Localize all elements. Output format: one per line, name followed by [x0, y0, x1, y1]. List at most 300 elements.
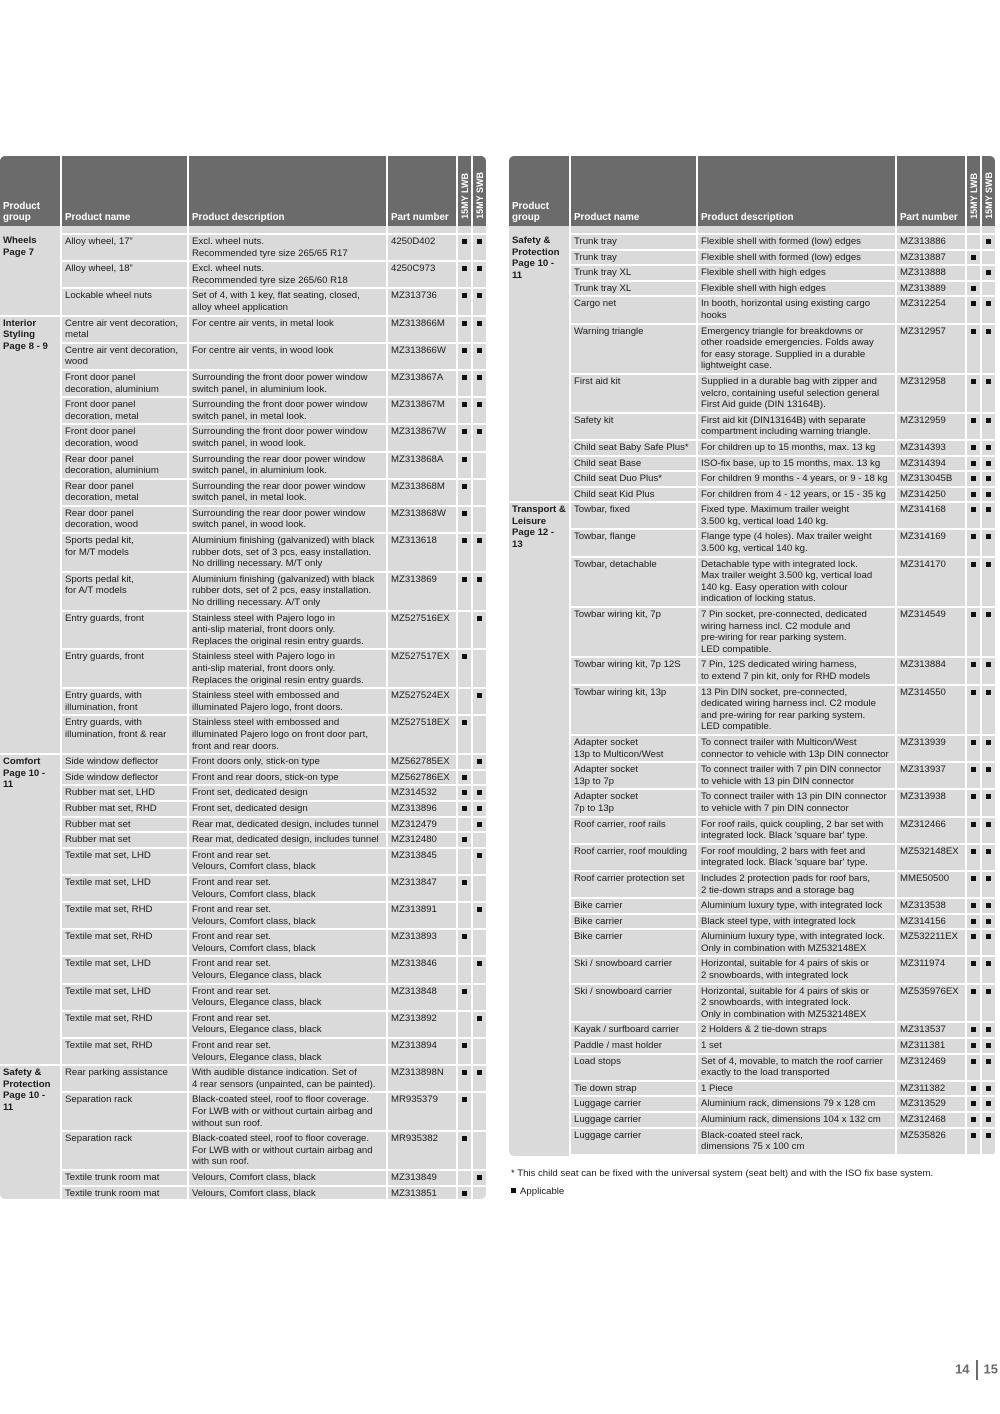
swb-applicable-cell [981, 762, 995, 789]
applicable-square-icon [971, 1117, 976, 1122]
product-name-cell: Entry guards, with illumination, front & rear [61, 715, 188, 754]
part-number-cell: MZ312479 [387, 817, 457, 833]
product-name-cell: Bike carrier [570, 914, 697, 930]
swb-applicable-cell [981, 456, 995, 472]
swb-applicable-cell [981, 956, 995, 983]
swb-applicable-cell [472, 452, 486, 479]
product-name-cell: Rear door panel decoration, metal [61, 479, 188, 506]
table-row [0, 611, 486, 650]
product-group-cell: Safety & Protection Page 10 - 11 [509, 234, 570, 502]
applicable-square-icon [971, 1133, 976, 1138]
applicable-square-icon [971, 1027, 976, 1032]
part-number-cell: MZ527517EX [387, 649, 457, 688]
applicable-square-icon [477, 693, 482, 698]
product-description-cell: Flange type (4 holes). Max trailer weight 3.500 kg, vertical 140 kg. [697, 529, 896, 556]
swb-applicable-cell [981, 1054, 995, 1081]
applicable-square-icon [462, 1191, 467, 1196]
lwb-applicable-cell [966, 250, 981, 266]
table-row [509, 296, 995, 323]
part-number-cell: MZ313896 [387, 801, 457, 817]
swb-applicable-cell [981, 1128, 995, 1155]
lwb-applicable-cell [457, 956, 472, 983]
swb-applicable-cell [981, 471, 995, 487]
applicable-square-icon [986, 379, 991, 384]
header-15my-swb: 15MY SWB [981, 156, 995, 226]
spacer-cell [61, 226, 188, 234]
applicable-square-icon [986, 329, 991, 334]
swb-applicable-cell [981, 529, 995, 556]
lwb-applicable-cell [966, 1128, 981, 1155]
applicable-square-icon [986, 662, 991, 667]
applicable-square-icon [986, 612, 991, 617]
table-row [509, 440, 995, 456]
lwb-applicable-cell [966, 502, 981, 529]
lwb-applicable-cell [457, 984, 472, 1011]
applicable-square-icon [971, 919, 976, 924]
applicable-square-icon [986, 507, 991, 512]
part-number-cell: MZ313045B [896, 471, 966, 487]
swb-applicable-cell [472, 956, 486, 983]
table-row [0, 572, 486, 611]
lwb-applicable-cell [457, 452, 472, 479]
swb-applicable-cell [981, 871, 995, 898]
applicable-square-icon [971, 492, 976, 497]
swb-applicable-cell [472, 343, 486, 370]
swb-applicable-cell [981, 1022, 995, 1038]
product-name-cell: Ski / snowboard carrier [570, 956, 697, 983]
swb-applicable-cell [472, 715, 486, 754]
product-name-cell: Ski / snowboard carrier [570, 984, 697, 1023]
part-number-cell: MZ313892 [387, 1011, 457, 1038]
applicable-square-icon [971, 461, 976, 466]
table-row [509, 735, 995, 762]
part-number-cell: MZ314532 [387, 785, 457, 801]
lwb-applicable-cell [966, 984, 981, 1023]
product-description-cell: Velours, Comfort class, black [188, 1170, 387, 1186]
part-number-cell: 4250C973 [387, 261, 457, 288]
lwb-applicable-cell [966, 1081, 981, 1097]
product-description-cell: Surrounding the front door power window switch panel, in wood look. [188, 424, 387, 451]
part-number-cell: MZ313849 [387, 1170, 457, 1186]
lwb-applicable-cell [966, 374, 981, 413]
lwb-applicable-cell [966, 324, 981, 374]
product-name-cell: Rear door panel decoration, wood [61, 506, 188, 533]
swb-applicable-cell [981, 234, 995, 250]
applicable-square-icon [971, 822, 976, 827]
applicable-square-icon [986, 534, 991, 539]
applicable-square-icon [477, 293, 482, 298]
part-number-cell: MZ312959 [896, 413, 966, 440]
applicable-square-icon [462, 293, 467, 298]
applicable-square-icon [971, 1101, 976, 1106]
table-row [0, 902, 486, 929]
swb-applicable-cell [981, 685, 995, 735]
product-description-cell: To connect trailer with Multicon/West connector to vehicle with 13p DIN connector [697, 735, 896, 762]
swb-applicable-cell [472, 929, 486, 956]
product-description-cell: Flexible shell with high edges [697, 281, 896, 297]
product-description-cell: Aluminium luxury type, with integrated lock. Only in combination with MZ532148EX [697, 929, 896, 956]
applicable-square-icon [462, 790, 467, 795]
part-number-cell: MR935379 [387, 1092, 457, 1131]
legend-label: Applicable [520, 1186, 565, 1197]
part-number-cell: MZ312254 [896, 296, 966, 323]
applicable-square-icon [986, 919, 991, 924]
swb-applicable-cell [981, 296, 995, 323]
swb-applicable-cell [472, 902, 486, 929]
part-number-cell: MZ313618 [387, 533, 457, 572]
table-row [0, 875, 486, 902]
swb-applicable-cell [472, 875, 486, 902]
swb-applicable-cell [472, 1065, 486, 1092]
product-description-cell: With audible distance indication. Set of 4 rear sensors (unpainted, can be painted). [188, 1065, 387, 1092]
table-row [509, 250, 995, 266]
product-name-cell: Entry guards, front [61, 649, 188, 688]
applicable-square-icon [986, 1101, 991, 1106]
table-row [0, 1038, 486, 1065]
lwb-applicable-cell [457, 1011, 472, 1038]
product-description-cell: 13 Pin DIN socket, pre-connected, dedicated wiring harness incl. C2 module and pre-wiring for rear parking system. LED compatible. [697, 685, 896, 735]
lwb-applicable-cell [966, 487, 981, 503]
swb-applicable-cell [981, 898, 995, 914]
applicable-square-icon [986, 492, 991, 497]
applicable-square-icon [971, 662, 976, 667]
part-number-cell: MZ313886 [896, 234, 966, 250]
table-row [509, 1112, 995, 1128]
header-product-name: Product name [570, 156, 697, 226]
table-row [0, 1170, 486, 1186]
spacer-cell [188, 226, 387, 234]
applicable-square-icon [462, 1136, 467, 1141]
product-description-cell: For roof rails, quick coupling, 2 bar set with integrated lock. Black 'square bar' type. [697, 817, 896, 844]
product-name-cell: Centre air vent decoration, wood [61, 343, 188, 370]
applicable-square-icon [462, 239, 467, 244]
lwb-applicable-cell [966, 281, 981, 297]
applicable-square-icon [477, 1016, 482, 1021]
part-number-cell: MZ313867W [387, 424, 457, 451]
product-name-cell: Trunk tray XL [570, 281, 697, 297]
table-row [0, 770, 486, 786]
applicable-square-icon [986, 740, 991, 745]
part-number-cell: MZ313846 [387, 956, 457, 983]
part-number-cell: MZ532211EX [896, 929, 966, 956]
product-description-cell: Emergency triangle for breakdowns or other roadside emergencies. Folds away for easy storage. Supplied in a durable lightweight case. [697, 324, 896, 374]
lwb-applicable-cell [966, 898, 981, 914]
product-description-cell: Black-coated steel rack, dimensions 75 x 100 cm [697, 1128, 896, 1155]
lwb-applicable-cell [966, 296, 981, 323]
product-name-cell: Rear door panel decoration, aluminium [61, 452, 188, 479]
table-row [509, 898, 995, 914]
applicable-square-icon [986, 270, 991, 275]
part-number-cell: MZ313848 [387, 984, 457, 1011]
part-number-cell: MZ313894 [387, 1038, 457, 1065]
swb-applicable-cell [981, 1096, 995, 1112]
table-row [0, 956, 486, 983]
applicable-square-icon [971, 612, 976, 617]
lwb-applicable-cell [966, 471, 981, 487]
table-row [509, 929, 995, 956]
swb-applicable-cell [981, 657, 995, 684]
product-name-cell: Towbar, fixed [570, 502, 697, 529]
applicable-square-icon [971, 379, 976, 384]
lwb-applicable-cell [966, 1022, 981, 1038]
applicable-square-icon [477, 577, 482, 582]
applicable-square-icon [462, 402, 467, 407]
product-name-cell: First aid kit [570, 374, 697, 413]
product-name-cell: Roof carrier, roof moulding [570, 844, 697, 871]
header-product-description: Product description [697, 156, 896, 226]
product-description-cell: Stainless steel with Pajero logo in anti-slip material, front doors only. Replaces the original resin entry guards. [188, 649, 387, 688]
lwb-applicable-cell [457, 424, 472, 451]
lwb-applicable-cell [457, 572, 472, 611]
applicable-square-icon [986, 476, 991, 481]
product-description-cell: Front and rear set. Velours, Elegance class, black [188, 956, 387, 983]
part-number-cell: MZ312469 [896, 1054, 966, 1081]
product-name-cell: Front door panel decoration, wood [61, 424, 188, 451]
product-description-cell: Horizontal, suitable for 4 pairs of skis or 2 snowboards, with integrated lock [697, 956, 896, 983]
swb-applicable-cell [981, 265, 995, 281]
product-description-cell: 1 Piece [697, 1081, 896, 1097]
product-description-cell: 7 Pin socket, pre-connected, dedicated wiring harness incl. C2 module and pre-wiring for rear parking system. LED compatible. [697, 607, 896, 657]
footnote: * This child seat can be fixed with the universal system (seat belt) and with the ISO fix base system. [511, 1168, 934, 1179]
applicable-square-icon [462, 321, 467, 326]
product-name-cell: Textile mat set, LHD [61, 984, 188, 1011]
part-number-cell: MZ314170 [896, 557, 966, 607]
product-name-cell: Separation rack [61, 1092, 188, 1131]
applicable-square-icon [971, 562, 976, 567]
swb-applicable-cell [472, 688, 486, 715]
product-description-cell: Aluminium rack, dimensions 79 x 128 cm [697, 1096, 896, 1112]
product-description-cell: Aluminium rack, dimensions 104 x 132 cm [697, 1112, 896, 1128]
product-group-cell: Wheels Page 7 [0, 234, 61, 316]
product-name-cell: Luggage carrier [570, 1112, 697, 1128]
swb-applicable-cell [472, 754, 486, 770]
swb-applicable-cell [472, 261, 486, 288]
lwb-applicable-cell [966, 685, 981, 735]
table-row [0, 1065, 486, 1092]
header-part-number: Part number [387, 156, 457, 226]
product-name-cell: Rubber mat set [61, 832, 188, 848]
spacer-cell [387, 226, 457, 234]
part-number-cell: MZ313869 [387, 572, 457, 611]
product-description-cell: 7 Pin, 12S dedicated wiring harness, to extend 7 pin kit, only for RHD models [697, 657, 896, 684]
lwb-applicable-cell [457, 817, 472, 833]
lwb-applicable-cell [457, 1186, 472, 1199]
spacer-cell [697, 226, 896, 234]
spacer-cell [570, 226, 697, 234]
table-row [0, 785, 486, 801]
table-row [0, 754, 486, 770]
table-row [0, 688, 486, 715]
applicable-square-icon [986, 903, 991, 908]
product-description-cell: Surrounding the rear door power window switch panel, in aluminium look. [188, 452, 387, 479]
product-name-cell: Entry guards, front [61, 611, 188, 650]
lwb-applicable-cell [457, 1038, 472, 1065]
applicable-square-icon [971, 418, 976, 423]
lwb-applicable-cell [457, 715, 472, 754]
product-description-cell: Surrounding the front door power window switch panel, in aluminium look. [188, 370, 387, 397]
table-row [509, 234, 995, 250]
applicable-square-icon [986, 822, 991, 827]
lwb-applicable-cell [457, 688, 472, 715]
applicable-square-icon [477, 822, 482, 827]
table-row [0, 1011, 486, 1038]
swb-applicable-cell [981, 929, 995, 956]
lwb-applicable-cell [457, 316, 472, 343]
applicable-square-icon [971, 301, 976, 306]
swb-applicable-cell [472, 848, 486, 875]
table-row [509, 1096, 995, 1112]
lwb-applicable-cell [966, 871, 981, 898]
product-group-cell: Safety & Protection Page 10 - 11 [0, 1065, 61, 1199]
table-row [0, 929, 486, 956]
table-row [509, 1081, 995, 1097]
product-description-cell: In booth, horizontal using existing cargo hooks [697, 296, 896, 323]
product-name-cell: Rear parking assistance [61, 1065, 188, 1092]
part-number-cell: MZ312957 [896, 324, 966, 374]
part-number-cell: MZ313884 [896, 657, 966, 684]
product-name-cell: Centre air vent decoration, metal [61, 316, 188, 343]
lwb-applicable-cell [457, 1170, 472, 1186]
swb-applicable-cell [981, 735, 995, 762]
applicable-square-icon [462, 484, 467, 489]
header-product-group: Product group [509, 156, 570, 226]
applicable-square-icon [986, 239, 991, 244]
lwb-applicable-cell [457, 754, 472, 770]
lwb-applicable-cell [457, 1065, 472, 1092]
swb-applicable-cell [981, 557, 995, 607]
applicable-square-icon [477, 961, 482, 966]
product-group-cell: Comfort Page 10 - 11 [0, 754, 61, 1065]
applicable-square-icon [971, 329, 976, 334]
table-row [0, 1092, 486, 1131]
table-row [509, 685, 995, 735]
table-row [0, 234, 486, 261]
header-product-description: Product description [188, 156, 387, 226]
applicable-square-icon [971, 286, 976, 291]
swb-applicable-cell [472, 479, 486, 506]
swb-applicable-cell [981, 844, 995, 871]
product-description-cell: For children from 4 - 12 years, or 15 - 35 kg [697, 487, 896, 503]
table-row [509, 502, 995, 529]
applicable-square-icon [971, 794, 976, 799]
product-description-cell: Aluminium luxury type, with integrated lock [697, 898, 896, 914]
applicable-square-icon [477, 375, 482, 380]
lwb-applicable-cell [457, 533, 472, 572]
part-number-cell: MZ313938 [896, 789, 966, 816]
lwb-applicable-cell [966, 1112, 981, 1128]
product-name-cell: Side window deflector [61, 754, 188, 770]
part-number-cell: MZ313867A [387, 370, 457, 397]
product-name-cell: Sports pedal kit, for M/T models [61, 533, 188, 572]
product-name-cell: Alloy wheel, 18” [61, 261, 188, 288]
applicable-square-icon [477, 402, 482, 407]
table-row [509, 607, 995, 657]
product-description-cell: Front and rear set. Velours, Elegance class, black [188, 984, 387, 1011]
product-description-cell: Stainless steel with Pajero logo in anti-slip material, front doors only. Replaces the original resin entry guards. [188, 611, 387, 650]
product-name-cell: Trunk tray [570, 250, 697, 266]
product-name-cell: Load stops [570, 1054, 697, 1081]
product-name-cell: Kayak / surfboard carrier [570, 1022, 697, 1038]
applicable-square-icon [986, 767, 991, 772]
product-name-cell: Entry guards, with illumination, front [61, 688, 188, 715]
part-number-cell: MZ313893 [387, 929, 457, 956]
product-name-cell: Paddle / mast holder [570, 1038, 697, 1054]
page-number-right: 15 [983, 1361, 998, 1377]
product-description-cell: Front and rear set. Velours, Comfort class, black [188, 875, 387, 902]
lwb-applicable-cell [966, 914, 981, 930]
product-name-cell: Towbar wiring kit, 7p 12S [570, 657, 697, 684]
swb-applicable-cell [981, 502, 995, 529]
applicable-square-icon [462, 837, 467, 842]
page-divider [976, 1360, 978, 1380]
table-row [509, 1022, 995, 1038]
table-row [0, 1131, 486, 1170]
swb-applicable-cell [981, 413, 995, 440]
applicable-square-icon [477, 616, 482, 621]
applicable-square-icon [971, 507, 976, 512]
product-name-cell: Child seat Base [570, 456, 697, 472]
part-number-cell: MZ313898N [387, 1065, 457, 1092]
product-name-cell: Rubber mat set, LHD [61, 785, 188, 801]
applicable-square-icon [477, 348, 482, 353]
table-row [0, 984, 486, 1011]
product-name-cell: Adapter socket 13p to Multicon/West [570, 735, 697, 762]
lwb-applicable-cell [457, 370, 472, 397]
product-description-cell: For centre air vents, in wood look [188, 343, 387, 370]
part-number-cell: MZ313866M [387, 316, 457, 343]
product-name-cell: Towbar, flange [570, 529, 697, 556]
table-row [0, 343, 486, 370]
swb-applicable-cell [981, 607, 995, 657]
header-product-group: Product group [0, 156, 61, 226]
product-name-cell: Separation rack [61, 1131, 188, 1170]
part-number-cell: MME50500 [896, 871, 966, 898]
swb-applicable-cell [981, 1155, 995, 1156]
applicable-square-icon [986, 1117, 991, 1122]
swb-applicable-cell [472, 234, 486, 261]
applicable-square-icon [477, 429, 482, 434]
product-name-cell: Towbar wiring kit, 7p [570, 607, 697, 657]
applicable-square-icon [986, 1133, 991, 1138]
product-name-cell: Child seat Kid Plus [570, 487, 697, 503]
swb-applicable-cell [472, 984, 486, 1011]
table-row [0, 817, 486, 833]
part-number-cell: MZ313736 [387, 288, 457, 315]
product-description-cell: Stainless steel with embossed and illuminated Pajero logo, front doors. [188, 688, 387, 715]
product-description-cell: Flexible shell with high edges [697, 265, 896, 281]
applicable-square-icon [971, 1059, 976, 1064]
table-row [509, 956, 995, 983]
product-description-cell: Velours, Comfort class, black [188, 1186, 387, 1199]
applicable-square-icon [511, 1188, 516, 1193]
table-row [0, 397, 486, 424]
table-row [509, 324, 995, 374]
lwb-applicable-cell [966, 234, 981, 250]
lwb-applicable-cell [457, 770, 472, 786]
product-group-cell: Interior Styling Page 8 - 9 [0, 316, 61, 755]
product-description-cell: Excl. wheel nuts. Recommended tyre size 265/65 R17 [188, 234, 387, 261]
applicable-square-icon [462, 511, 467, 516]
spacer-cell [896, 226, 966, 234]
part-number-cell: MZ313538 [896, 898, 966, 914]
lwb-applicable-cell [966, 817, 981, 844]
part-number-cell: MZ535976EX [896, 984, 966, 1023]
swb-applicable-cell [472, 1038, 486, 1065]
applicable-square-icon [971, 903, 976, 908]
table-row [509, 487, 995, 503]
swb-applicable-cell [981, 817, 995, 844]
applicable-square-icon [971, 849, 976, 854]
